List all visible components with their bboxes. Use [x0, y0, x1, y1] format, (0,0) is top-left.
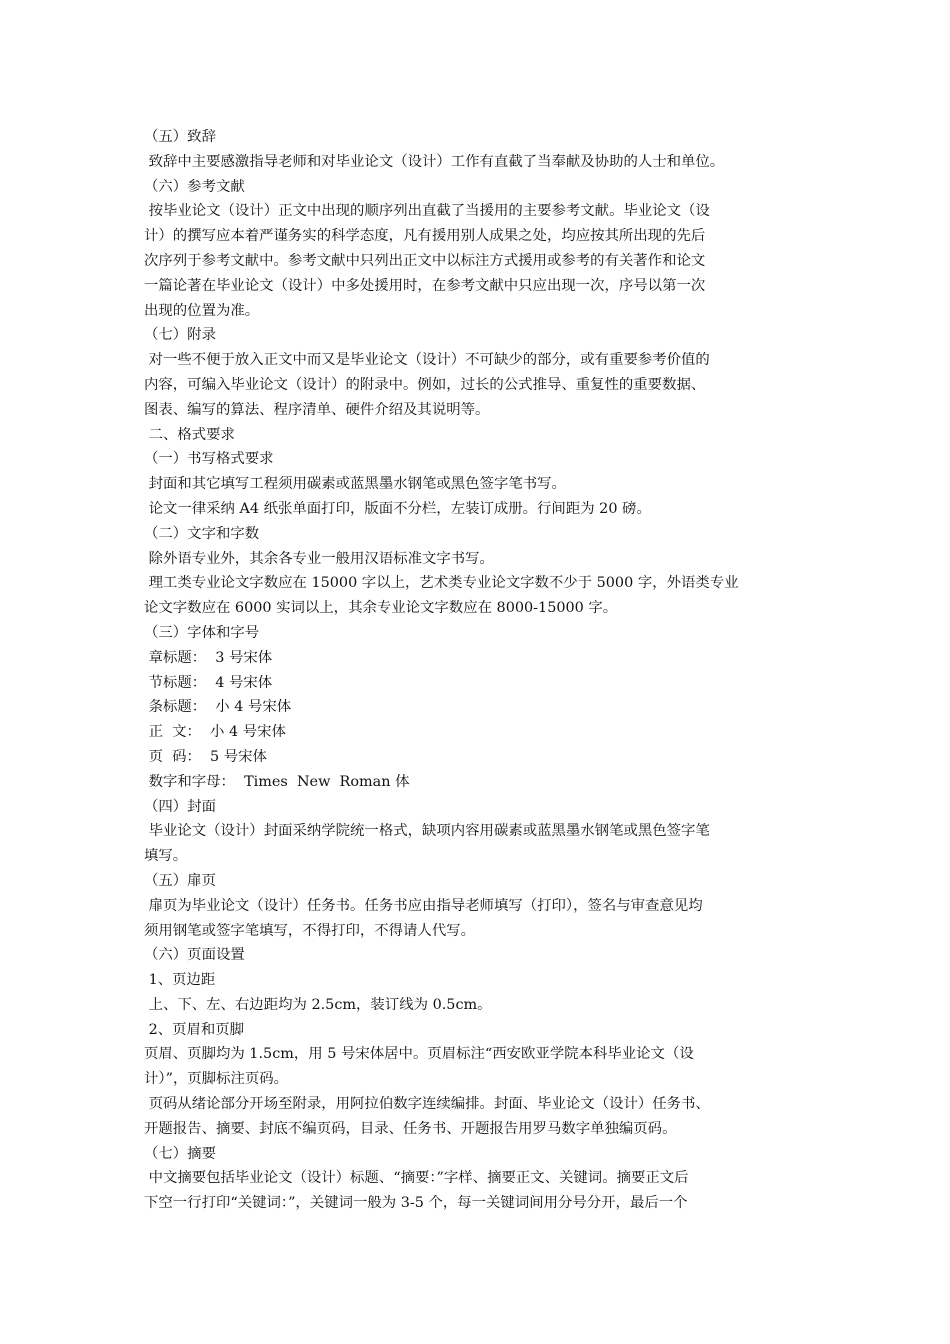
text-line: 填写。	[144, 848, 188, 865]
text-line: 扉页为毕业论文（设计）任务书。任务书应由指导老师填写（打印），签名与审查意见均	[144, 897, 703, 914]
text-line: 二、格式要求	[144, 426, 235, 443]
text-line: （五）致辞	[144, 129, 216, 145]
text-line: 理工类专业论文字数应在 15000 字以上，艺术类专业论文字数不少于 5000 字，外语类专业	[144, 575, 739, 592]
text-line: 次序列于参考文献中。参考文献中只列出正文中以标注方式援用或参考的有关著作和论文	[144, 252, 706, 269]
text-line: 出现的位置为准。	[144, 302, 260, 319]
text-line: 开题报告、摘要、封底不编页码，目录、任务书、开题报告用罗马数字单独编页码。	[144, 1120, 677, 1137]
text-line: 毕业论文（设计）封面采纳学院统一格式，缺项内容用碳素或蓝黑墨水钢笔或黑色签字笔	[144, 823, 710, 840]
text-line: （四）封面	[144, 798, 216, 815]
text-line: 正 文： 小 4 号宋体	[144, 724, 286, 741]
text-line: 论文字数应在 6000 实词以上，其余专业论文字数应在 8000-15000 字。	[144, 600, 618, 617]
text-line: 一篇论著在毕业论文（设计）中多处援用时，在参考文献中只应出现一次，序号以第一次	[144, 277, 706, 294]
text-line: 内容，可编入毕业论文（设计）的附录中。例如，过长的公式推导、重复性的重要数据、	[144, 376, 706, 393]
text-line: 节标题： 4 号宋体	[144, 674, 273, 691]
text-line: （七）附录	[144, 327, 216, 344]
text-line: 按毕业论文（设计）正文中出现的顺序列出直截了当援用的主要参考文献。毕业论文（设	[144, 203, 710, 220]
text-line: 论文一律采纳 A4 纸张单面打印，版面不分栏，左装订成册。行间距为 20 磅。	[144, 500, 651, 517]
text-line: （五）扉页	[144, 872, 216, 889]
text-line: （六）参考文献	[144, 178, 245, 195]
text-line: 除外语专业外，其余各专业一般用汉语标准文字书写。	[144, 550, 494, 567]
text-line: 中文摘要包括毕业论文（设计）标题、“摘要：”字样、摘要正文、关键词。摘要正文后	[144, 1170, 689, 1187]
text-line: 章标题： 3 号宋体	[144, 649, 273, 666]
text-line: 封面和其它填写工程须用碳素或蓝黑墨水钢笔或黑色签字笔书写。	[144, 476, 566, 493]
text-line: 须用钢笔或签字笔填写，不得打印，不得请人代写。	[144, 922, 475, 939]
text-line: 计）”，页脚标注页码。	[144, 1071, 289, 1088]
text-line: 页眉、页脚均为 1.5cm，用 5 号宋体居中。页眉标注“西安欧亚学院本科毕业论文（设	[144, 1046, 694, 1063]
document-body	[144, 125, 819, 1216]
text-line: 计）的撰写应本着严谨务实的科学态度，凡有援用别人成果之处，均应按其所出现的先后	[144, 228, 706, 245]
text-line: 数字和字母： Times New Roman 体	[144, 773, 410, 790]
text-line: 图表、编写的算法、程序清单、硬件介绍及其说明等。	[144, 401, 490, 418]
text-line: 上、下、左、右边距均为 2.5cm，装订线为 0.5cm。	[144, 996, 492, 1013]
text-line: 页码从绪论部分开场至附录，用阿拉伯数字连续编排。封面、毕业论文（设计）任务书、	[144, 1096, 710, 1113]
text-line: 1、页边距	[144, 972, 216, 989]
text-line: 条标题： 小 4 号宋体	[144, 699, 292, 716]
text-line: （二）文字和字数	[144, 525, 260, 542]
text-line: （六）页面设置	[144, 947, 245, 964]
text-line: 页 码： 5 号宋体	[144, 748, 267, 765]
text-line: （三）字体和字号	[144, 624, 260, 641]
text-line: 下空一行打印“关键词：”，关键词一般为 3-5 个，每一关键词间用分号分开，最后一个	[144, 1195, 688, 1212]
text-line: （一）书写格式要求	[144, 451, 274, 468]
text-line: （七）摘要	[144, 1145, 216, 1162]
text-line: 对一些不便于放入正文中而又是毕业论文（设计）不可缺少的部分，或有重要参考价值的	[144, 352, 710, 369]
text-line: 致辞中主要感激指导老师和对毕业论文（设计）工作有直截了当奉献及协助的人士和单位。	[144, 153, 725, 170]
text-line: 2、页眉和页脚	[144, 1021, 245, 1038]
